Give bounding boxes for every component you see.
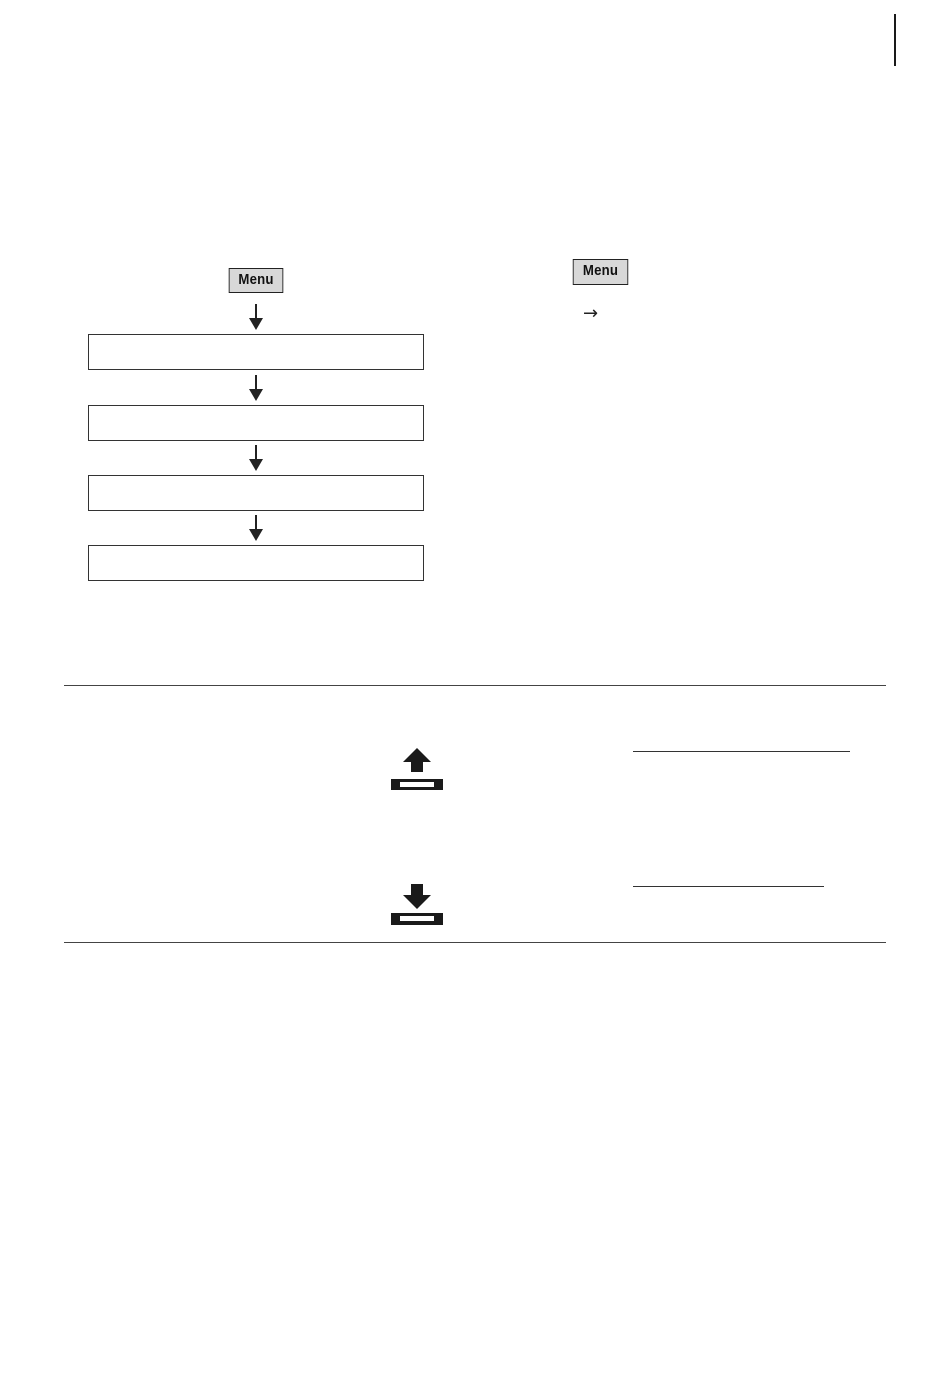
table-top-rule (64, 685, 886, 686)
flow-step-box (88, 334, 424, 370)
table-bottom-rule (64, 942, 886, 943)
flow-step-box (88, 475, 424, 511)
down-arrow-icon (248, 375, 264, 401)
tray-eject-icon (390, 746, 444, 792)
tray-insert-icon (390, 882, 444, 928)
flow-step-box (88, 545, 424, 581)
down-arrow-icon (248, 445, 264, 471)
page-corner-rule (894, 14, 896, 66)
down-arrow-icon (248, 304, 264, 330)
underline-rule (633, 886, 824, 887)
right-arrow-icon: → (583, 303, 599, 324)
down-arrow-icon (248, 515, 264, 541)
menu-button[interactable]: Menu (229, 268, 284, 293)
menu-button[interactable]: Menu (573, 259, 628, 285)
underline-rule (633, 751, 850, 752)
flow-step-box (88, 405, 424, 441)
